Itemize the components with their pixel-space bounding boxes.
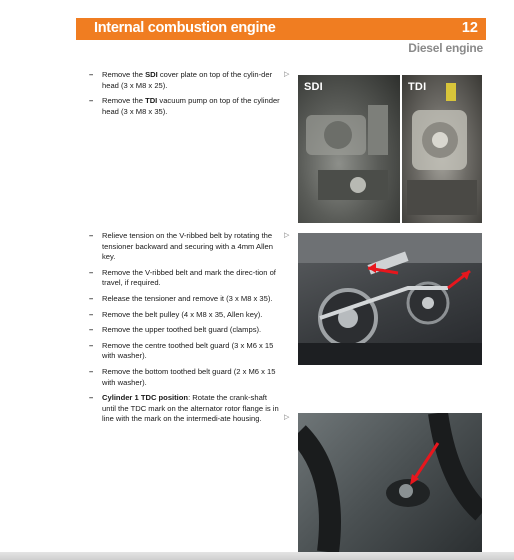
page-bottom-edge (0, 552, 514, 560)
chapter-title: Internal combustion engine (94, 20, 276, 36)
instruction-step: – Relieve tension on the V-ribbed belt by rotating the tensioner backward and securing with a 4mm Allen key. (89, 231, 273, 262)
instruction-step: – Remove the V-ribbed belt and mark the direc-tion of travel, if required. (89, 267, 276, 288)
chapter-header-bar (76, 18, 486, 40)
instruction-step: – Remove the SDI cover plate on top of the cylin-der head (3 x M8 x 25). (89, 70, 273, 90)
tdi-photo-label: TDI (408, 81, 427, 93)
bullet-dash: – (89, 267, 94, 277)
instruction-step: – Remove the TDI vacuum pump on top of the cylinder head (3 x M8 x 35). (89, 96, 280, 116)
instruction-block-2 (88, 231, 283, 430)
instruction-step: – Cylinder 1 TDC position: Rotate the crank-shaft until the TDC mark on the alternator rotor flange is in line with the mark on the intermedi-ate housing. (89, 393, 279, 424)
bullet-dash: – (89, 325, 94, 335)
instruction-step: – Remove the belt pulley (4 x M8 x 35, Allen key). (89, 309, 263, 319)
tdi-engine-photo (402, 75, 482, 223)
triangle-right-icon: ▷ (284, 232, 290, 239)
instruction-step: – Release the tensioner and remove it (3 x M8 x 35). (89, 293, 273, 303)
tdi-engine-illustration (402, 75, 482, 223)
triangle-right-icon: ▷ (284, 71, 290, 78)
sdi-photo-label: SDI (304, 81, 323, 93)
bullet-dash: – (89, 393, 94, 403)
bullet-dash: – (89, 70, 94, 79)
bullet-dash: – (89, 309, 94, 319)
instruction-step: – Remove the centre toothed belt guard (3 x M6 x 15 with washer). (89, 340, 274, 361)
bullet-dash: – (89, 293, 94, 303)
bullet-dash: – (89, 340, 94, 350)
page-number: 12 (461, 20, 478, 36)
bullet-dash: – (89, 96, 94, 106)
instruction-block-1 (88, 70, 283, 122)
triangle-right-icon: ▷ (284, 414, 290, 421)
tdc-mark-photo (298, 413, 482, 552)
sdi-engine-photo (298, 75, 400, 223)
belt-drive-photo (298, 233, 482, 365)
bullet-dash: – (89, 366, 94, 376)
instruction-step: – Remove the upper toothed belt guard (clamps). (89, 325, 262, 335)
instruction-step: – Remove the bottom toothed belt guard (2 x M6 x 15 with washer). (89, 366, 276, 387)
sdi-engine-illustration (298, 75, 400, 223)
bullet-dash: – (89, 231, 94, 240)
belt-drive-illustration (298, 233, 482, 365)
tdc-mark-illustration (298, 413, 482, 552)
section-subtitle: Diesel engine (408, 41, 483, 55)
